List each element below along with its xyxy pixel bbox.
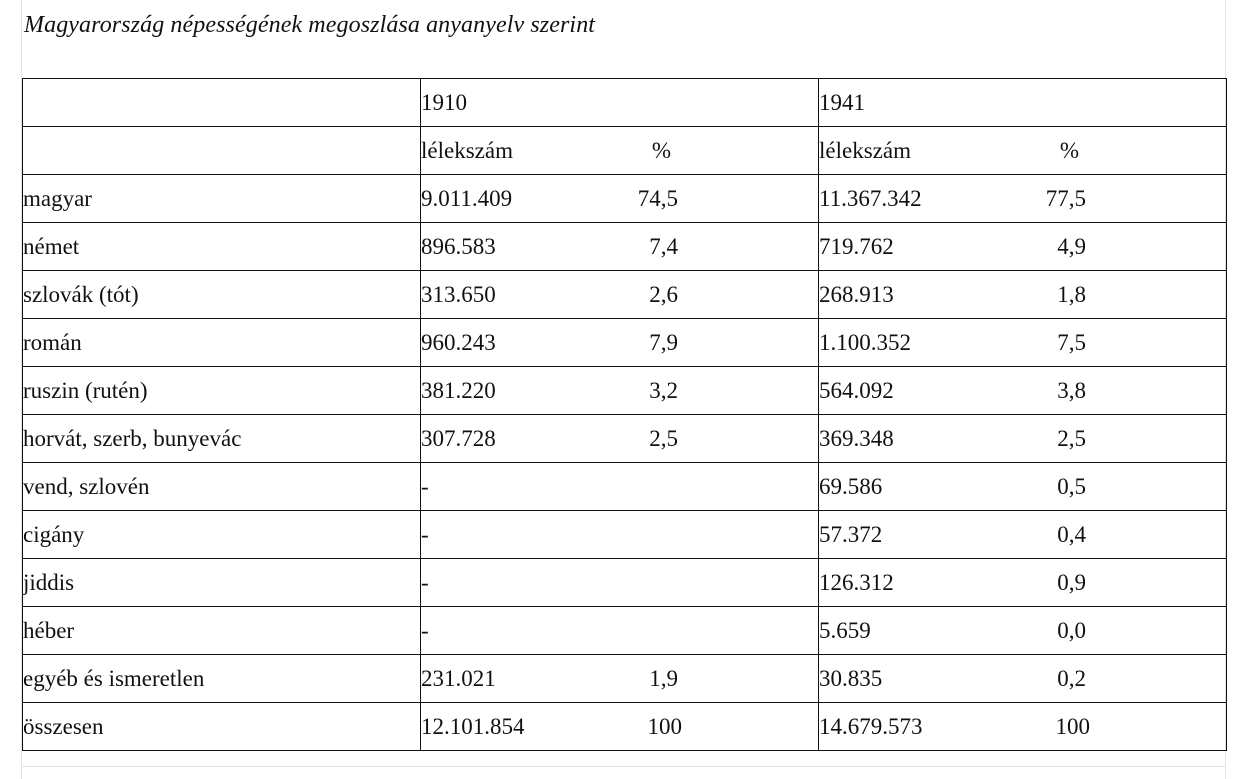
percent-header: %	[651, 138, 671, 163]
cell-1941	[819, 607, 1227, 655]
language-label: vend, szlovén	[23, 463, 421, 511]
percent-1941: 1,8	[1057, 282, 1086, 307]
table-row	[23, 223, 1227, 271]
header-empty-cell	[23, 79, 421, 127]
subheader-1941	[819, 127, 1227, 175]
count-1941: 69.586	[819, 474, 883, 499]
cell-1910	[421, 703, 819, 751]
count-1910: -	[421, 618, 429, 643]
table-row	[23, 319, 1227, 367]
count-1941: 268.913	[819, 282, 894, 307]
cell-1941	[819, 367, 1227, 415]
percent-1910: 100	[647, 714, 682, 739]
table-row	[23, 655, 1227, 703]
language-label: cigány	[23, 511, 421, 559]
year-header-row	[23, 79, 1227, 127]
cell-1941	[819, 463, 1227, 511]
count-1941: 30.835	[819, 666, 883, 691]
population-table	[22, 78, 1227, 751]
count-1910: -	[421, 570, 429, 595]
count-1910: 381.220	[421, 378, 496, 403]
count-1941: 564.092	[819, 378, 894, 403]
percent-1941: 100	[1055, 714, 1090, 739]
percent-header: %	[1059, 138, 1079, 163]
percent-1941: 77,5	[1045, 186, 1086, 211]
percent-1941: 7,5	[1057, 330, 1086, 355]
cell-1910	[421, 511, 819, 559]
table-row	[23, 367, 1227, 415]
language-label: ruszin (rutén)	[23, 367, 421, 415]
table-row	[23, 415, 1227, 463]
cell-1941	[819, 511, 1227, 559]
language-label: egyéb és ismeretlen	[23, 655, 421, 703]
count-1910: 12.101.854	[421, 714, 525, 739]
count-1941: 719.762	[819, 234, 894, 259]
cell-1941	[819, 319, 1227, 367]
cell-1941	[819, 223, 1227, 271]
percent-1910: 74,5	[637, 186, 678, 211]
cell-1910	[421, 559, 819, 607]
count-1910: 896.583	[421, 234, 496, 259]
count-1941: 57.372	[819, 522, 883, 547]
cell-1941	[819, 655, 1227, 703]
cell-1910	[421, 271, 819, 319]
cell-1941	[819, 175, 1227, 223]
percent-1941: 0,2	[1057, 666, 1086, 691]
cell-1941	[819, 271, 1227, 319]
percent-1941: 0,9	[1057, 570, 1086, 595]
table-row	[23, 559, 1227, 607]
percent-1910: 7,4	[649, 234, 678, 259]
cell-1910	[421, 463, 819, 511]
count-1910: 960.243	[421, 330, 496, 355]
count-1941: 5.659	[819, 618, 871, 643]
count-1941: 14.679.573	[819, 714, 923, 739]
count-1941: 1.100.352	[819, 330, 911, 355]
percent-1941: 0,5	[1057, 474, 1086, 499]
percent-1910: 3,2	[649, 378, 678, 403]
subheader-empty-cell	[23, 127, 421, 175]
subheader-1910	[421, 127, 819, 175]
subheader-row	[23, 127, 1227, 175]
cell-1910	[421, 175, 819, 223]
count-1910: 313.650	[421, 282, 496, 307]
language-label: összesen	[23, 703, 421, 751]
count-1910: -	[421, 522, 429, 547]
year-1910-header: 1910	[421, 79, 819, 127]
cell-1910	[421, 607, 819, 655]
percent-1910: 1,9	[649, 666, 678, 691]
table-row	[23, 463, 1227, 511]
cell-1910	[421, 415, 819, 463]
document-title: Magyarország népességének megoszlása anyanyelv szerint	[24, 12, 596, 38]
percent-1941: 4,9	[1057, 234, 1086, 259]
table-row	[23, 271, 1227, 319]
count-1910: 9.011.409	[421, 186, 513, 211]
language-label: német	[23, 223, 421, 271]
language-label: jiddis	[23, 559, 421, 607]
count-1910: 307.728	[421, 426, 496, 451]
percent-1910: 2,6	[649, 282, 678, 307]
language-label: magyar	[23, 175, 421, 223]
language-label: héber	[23, 607, 421, 655]
percent-1910: 7,9	[649, 330, 678, 355]
cell-1910	[421, 223, 819, 271]
year-1941-header: 1941	[819, 79, 1227, 127]
cell-1941	[819, 703, 1227, 751]
table-row	[23, 175, 1227, 223]
count-header: lélekszám	[819, 138, 911, 163]
language-label: horvát, szerb, bunyevác	[23, 415, 421, 463]
percent-1941: 3,8	[1057, 378, 1086, 403]
percent-1910: 2,5	[649, 426, 678, 451]
cell-1910	[421, 319, 819, 367]
count-1941: 126.312	[819, 570, 894, 595]
cell-1941	[819, 415, 1227, 463]
language-label: szlovák (tót)	[23, 271, 421, 319]
table-row	[23, 607, 1227, 655]
total-row	[23, 703, 1227, 751]
cell-1910	[421, 367, 819, 415]
table-row	[23, 511, 1227, 559]
count-1910: 231.021	[421, 666, 496, 691]
percent-1941: 0,0	[1057, 618, 1086, 643]
count-1941: 11.367.342	[819, 186, 922, 211]
cell-1910	[421, 655, 819, 703]
language-label: román	[23, 319, 421, 367]
count-1910: -	[421, 474, 429, 499]
cell-1941	[819, 559, 1227, 607]
percent-1941: 0,4	[1057, 522, 1086, 547]
percent-1941: 2,5	[1057, 426, 1086, 451]
page-bottom-edge	[21, 766, 1226, 767]
count-1941: 369.348	[819, 426, 894, 451]
count-header: lélekszám	[421, 138, 513, 163]
